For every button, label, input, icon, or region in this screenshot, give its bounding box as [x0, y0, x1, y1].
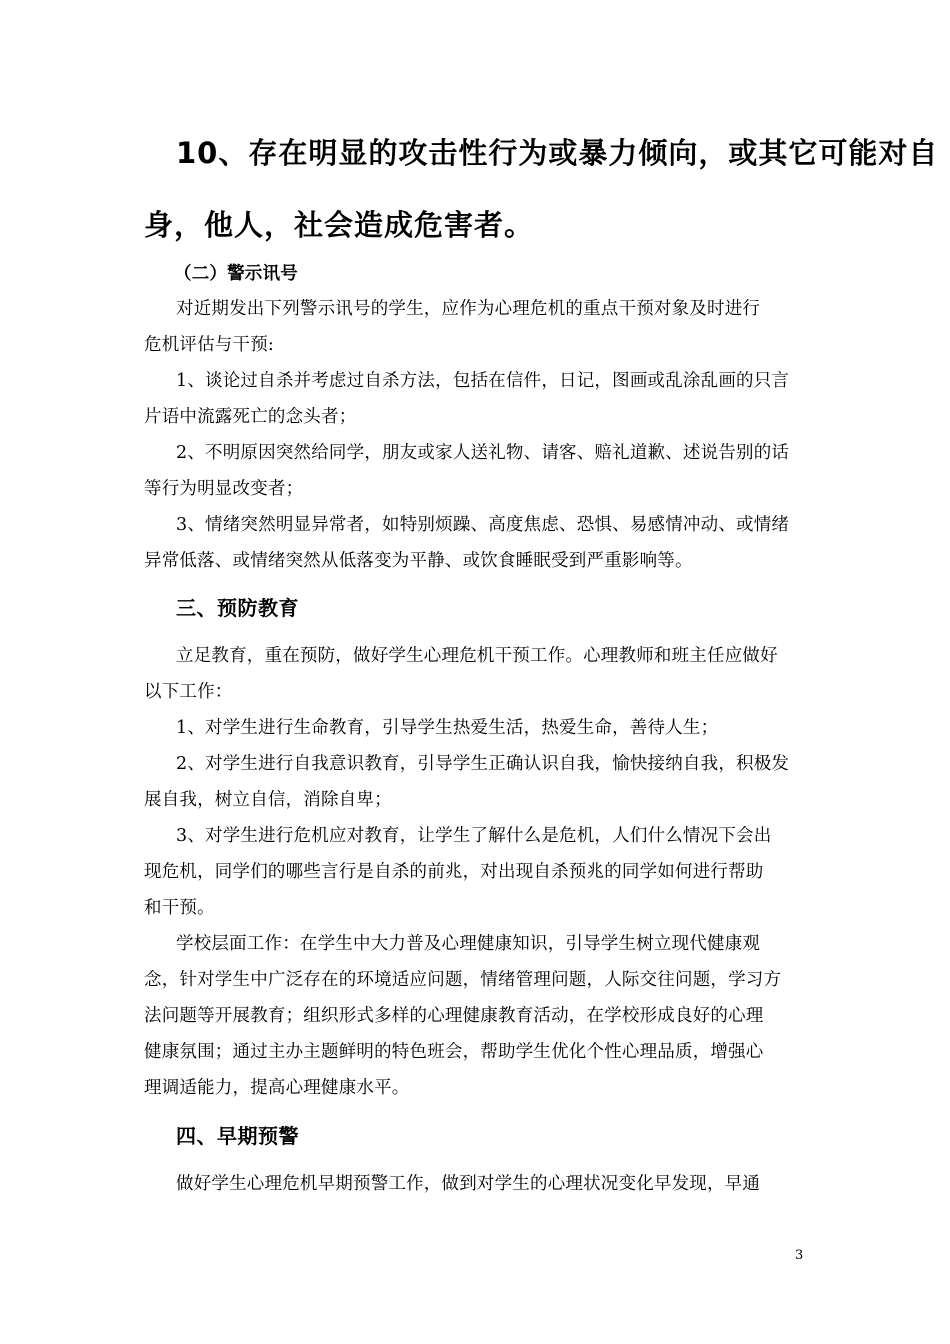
list-item-line: 等行为明显改变者；: [144, 479, 304, 499]
paragraph-line: 学校层面工作：在学生中大力普及心理健康知识，引导学生树立现代健康观: [176, 934, 761, 954]
list-item-line: 1、对学生进行生命教育，引导学生热爱生活，热爱生命，善待人生；: [176, 718, 719, 738]
list-item-line: 2、对学生进行自我意识教育，引导学生正确认识自我，愉快接纳自我，积极发: [176, 754, 790, 774]
subheading-warning-signals: （二）警示讯号: [174, 264, 298, 284]
list-item-line: 2、不明原因突然给同学，朋友或家人送礼物、请客、赔礼道歉、述说告别的话: [176, 443, 790, 463]
item-10-line-2: 身，他人，社会造成危害者。: [144, 208, 535, 242]
paragraph-line: 理调适能力，提高心理健康水平。: [144, 1078, 410, 1098]
list-item-line: 3、情绪突然明显异常者，如特别烦躁、高度焦虑、恐惧、易感情冲动、或情绪: [176, 515, 790, 535]
paragraph-line: 危机评估与干预:: [144, 335, 274, 355]
list-item-line: 3、对学生进行危机应对教育，让学生了解什么是危机，人们什么情况下会出: [176, 826, 772, 846]
list-item-line: 和干预。: [144, 898, 215, 918]
list-item-line: 展自我，树立自信，消除自卑；: [144, 790, 392, 810]
list-item-line: 1、谈论过自杀并考虑过自杀方法，包括在信件，日记，图画或乱涂乱画的只言: [176, 371, 790, 391]
paragraph-line: 健康氛围；通过主办主题鲜明的特色班会，帮助学生优化个性心理品质，增强心: [144, 1042, 764, 1062]
item-10-line-1: 10、存在明显的攻击性行为或暴力倾向，或其它可能对自: [176, 136, 939, 170]
list-item-line: 片语中流露死亡的念头者；: [144, 407, 357, 427]
paragraph-line: 以下工作：: [144, 682, 233, 702]
paragraph-line: 做好学生心理危机早期预警工作，做到对学生的心理状况变化早发现，早通: [176, 1174, 761, 1194]
list-item-line: 现危机，同学们的哪些言行是自杀的前兆，对出现自杀预兆的同学如何进行帮助: [144, 862, 764, 882]
heading-early-warning: 四、早期预警: [176, 1124, 299, 1148]
page-number: 3: [795, 1248, 804, 1263]
paragraph-line: 念，针对学生中广泛存在的环境适应问题，情绪管理问题，人际交往问题，学习方: [144, 970, 782, 990]
list-item-line: 异常低落、或情绪突然从低落变为平静、或饮食睡眠受到严重影响等。: [144, 551, 693, 571]
heading-prevention-education: 三、预防教育: [176, 596, 299, 620]
paragraph-line: 法问题等开展教育；组织形式多样的心理健康教育活动，在学校形成良好的心理: [144, 1006, 764, 1026]
paragraph-line: 对近期发出下列警示讯号的学生，应作为心理危机的重点干预对象及时进行: [176, 299, 761, 319]
paragraph-line: 立足教育，重在预防，做好学生心理危机干预工作。心理教师和班主任应做好: [176, 646, 778, 666]
